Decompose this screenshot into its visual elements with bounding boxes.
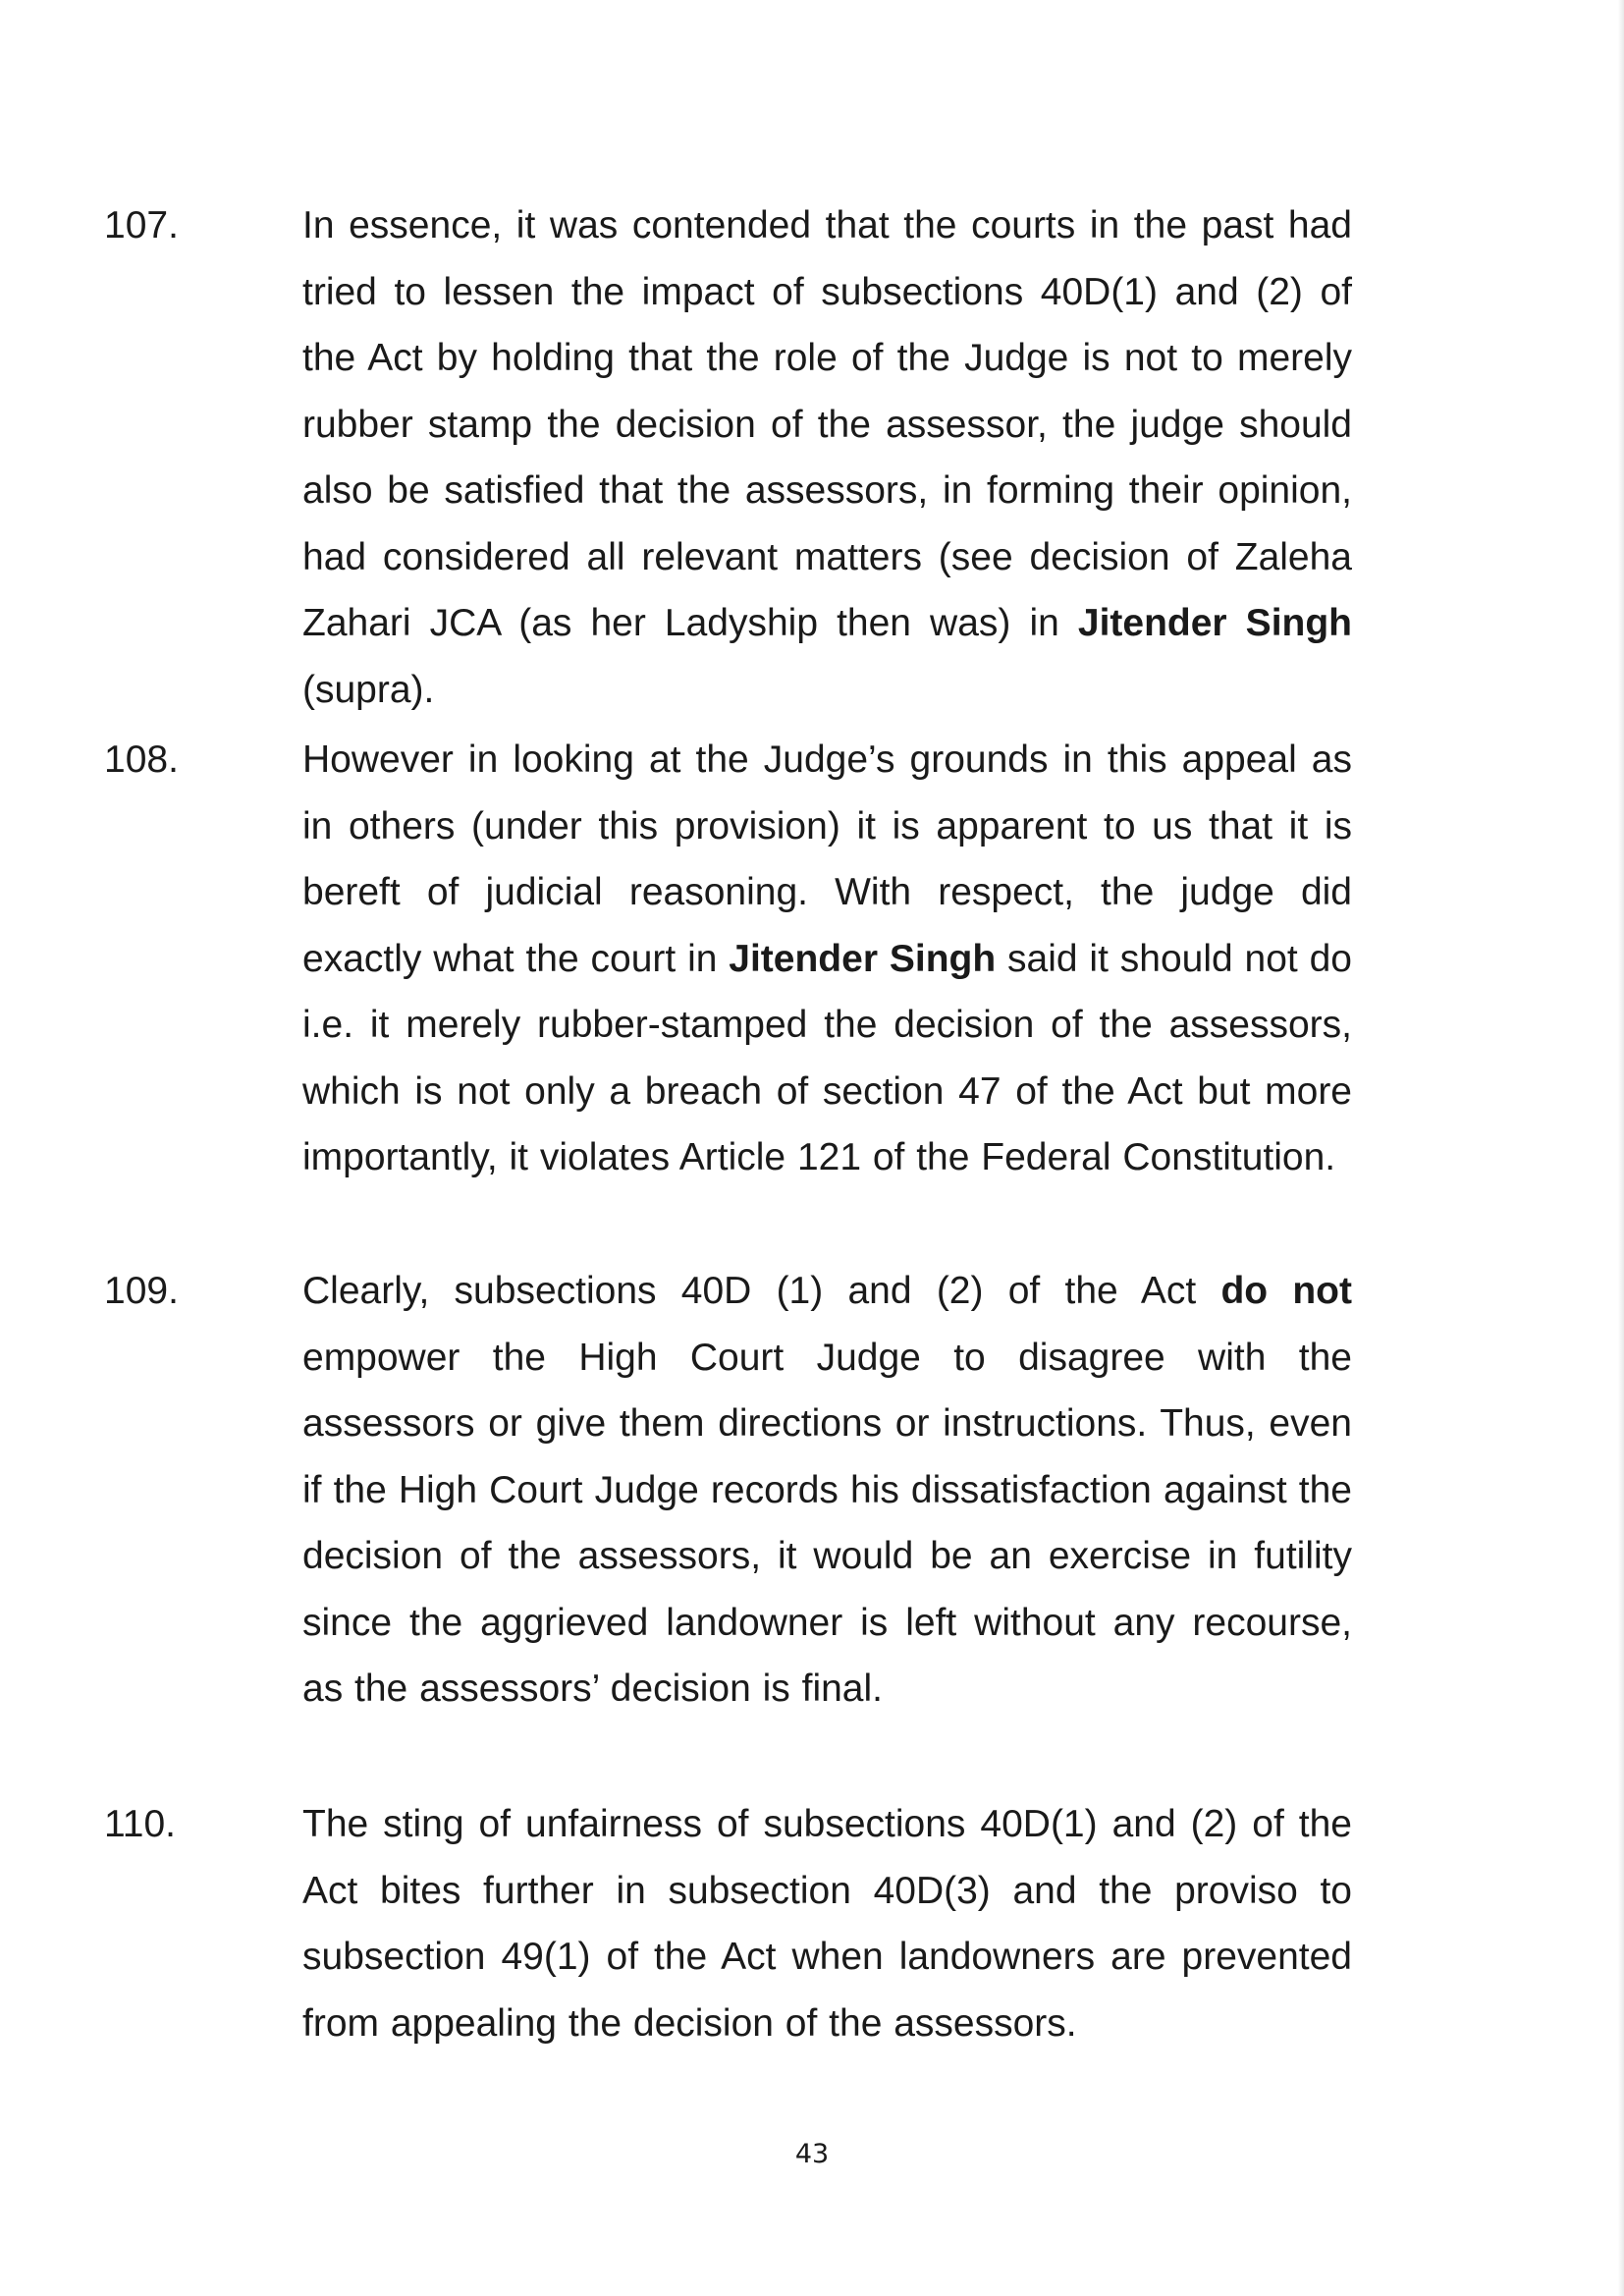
paragraph-number: 110.: [104, 1803, 177, 1845]
paragraph-110: [104, 1791, 1352, 2056]
paragraph-text: [302, 1791, 1352, 2056]
page-number: 43: [794, 2139, 830, 2169]
text-segment: In essence, it was contended that the courts in the past had tried to lessen the impact of subsections 40D(1) and (2) of the Act by holding that the role of the Judge is not to merely rubber stamp the decision of the assessor, the judge should also be satisfied that the assessors, in forming their opinion, had considered all relevant matters (see decision of Zaleha Zahari JCA (as her Ladyship then was) in: [302, 204, 1352, 644]
paragraph-109: [104, 1258, 1352, 1722]
paragraph-number: 108.: [104, 738, 179, 781]
paragraph-107: [104, 192, 1352, 723]
paragraph-108: [104, 727, 1352, 1191]
case-name: Jitender Singh: [1077, 602, 1352, 644]
text-segment: (supra).: [302, 668, 435, 711]
case-name: Jitender Singh: [729, 937, 997, 980]
text-segment: Clearly, subsections 40D (1) and (2) of the Act: [302, 1270, 1221, 1312]
paragraph-text: [302, 192, 1352, 723]
text-segment: empower the High Court Judge to disagree with the assessors or give them directions or instructions. Thus, even if the High Court Judge records his dissatisfaction against the decision of the assessors, it would be an exercise in futility since the aggrieved landowner is left without any recourse, as the assessors’ decision is final.: [302, 1336, 1352, 1710]
emphasis: do not: [1220, 1270, 1352, 1312]
text-segment: said it should not do i.e. it merely rubber-stamped the decision of the assessors, which is not only a breach of section 47 of the Act but more importantly, it violates Article 121 of the Federal Constitution.: [302, 937, 1352, 1178]
paragraph-text: [302, 727, 1352, 1191]
text-segment: However in looking at the Judge’s grounds in this appeal as in others (under this provision) it is apparent to us that it is bereft of judicial reasoning. With respect, the judge did exactly what the court in: [302, 738, 1352, 980]
paragraph-number: 107.: [104, 204, 179, 246]
paragraph-text: [302, 1258, 1352, 1722]
paragraph-number: 109.: [104, 1270, 179, 1312]
text-segment: The sting of unfairness of subsections 40D(1) and (2) of the Act bites further in subsection 40D(3) and the proviso to subsection 49(1) of the Act when landowners are prevented from appealing the decision of the assessors.: [302, 1803, 1352, 2045]
scan-edge-shadow: [1618, 0, 1624, 2296]
